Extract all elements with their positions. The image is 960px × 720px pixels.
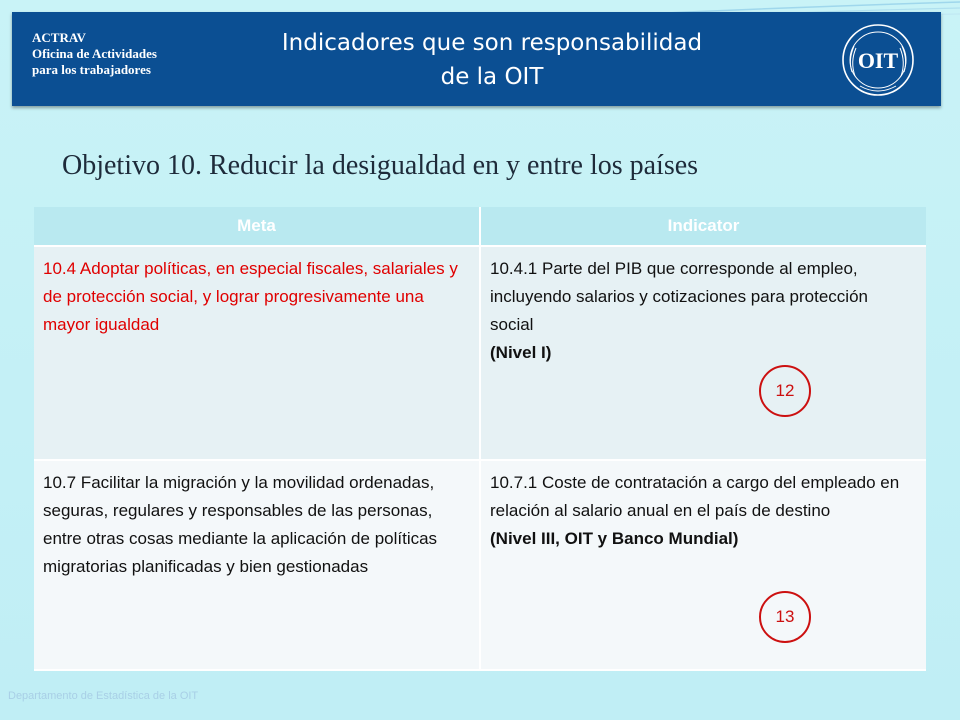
org-line-workers: para los trabajadores (32, 62, 151, 77)
org-name (32, 30, 157, 78)
indicator-cell (480, 460, 926, 670)
org-line-office: Oficina de Actividades (32, 46, 157, 61)
objective-heading: Objetivo 10. Reducir la desigualdad en y entre los países (62, 150, 699, 181)
column-header-indicator: Indicator (480, 207, 926, 246)
logo-text: OIT (857, 48, 899, 73)
indicator-level: (Nivel III, OIT y Banco Mundial) (490, 529, 739, 548)
org-line-acronym: ACTRAV (32, 30, 86, 45)
meta-cell: 10.4 Adoptar políticas, en especial fiscales, salariales y de protección social, y lograr progresivamente una mayor igualdad (34, 246, 480, 460)
meta-cell: 10.7 Facilitar la migración y la movilidad ordenadas, seguras, regulares y responsables de las personas, entre otras cosas mediante la aplicación de políticas migratorias planificadas y bien gestionadas (34, 460, 480, 670)
ilo-logo-icon (840, 22, 916, 98)
table-row (34, 246, 926, 460)
table-row (34, 460, 926, 670)
indicators-table (34, 207, 926, 671)
indicator-text: 10.7.1 Coste de contratación a cargo del empleado en relación al salario anual en el país de destino (490, 473, 900, 520)
table-header-row (34, 207, 926, 246)
title-banner (12, 12, 941, 106)
indicator-text: 10.4.1 Parte del PIB que corresponde al empleo, incluyendo salarios y cotizaciones para protección social (490, 259, 868, 334)
page-title-line-1: Indicadores que son responsabilidad (281, 30, 703, 56)
indicator-number-badge: 12 (759, 365, 811, 417)
column-header-meta: Meta (34, 207, 480, 246)
indicator-number-badge: 13 (759, 591, 811, 643)
indicator-cell (480, 246, 926, 460)
page-title-line-2: de la OIT (440, 64, 544, 90)
indicator-level: (Nivel I) (490, 343, 552, 362)
page-title (202, 26, 782, 94)
footer-department: Departamento de Estadística de la OIT (8, 690, 199, 702)
